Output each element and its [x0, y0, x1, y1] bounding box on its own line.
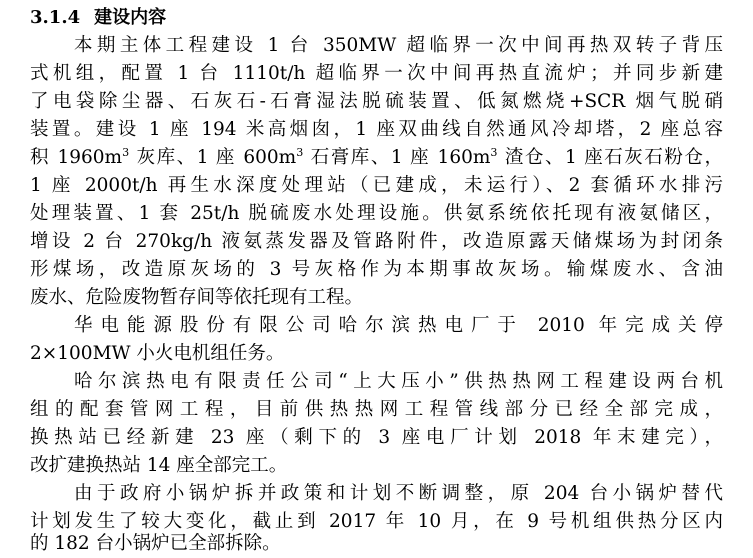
line-5-part-a: 积 1960m [30, 147, 123, 168]
paragraph-1-line-4: 装置。建设 1 座 194 米高烟囱，1 座双曲线自然通风冷却塔，2 座总容 [30, 119, 723, 140]
superscript-3c: 3 [490, 145, 498, 159]
paragraph-1-line-3: 了电袋除尘器、石灰石-石膏湿法脱硫装置、低氮燃烧+SCR 烟气脱硝 [30, 91, 723, 112]
paragraph-3-line-1: 哈尔滨热电有限责任公司“上大压小”供热热网工程建设两台机 [74, 371, 723, 392]
paragraph-2-line-1: 华电能源股份有限公司哈尔滨热电厂于 2010 年完成关停 [74, 315, 723, 336]
line-5-part-d: 渣仓、1 座石灰石粉仓， [497, 147, 723, 168]
superscript-3a: 3 [122, 145, 130, 159]
paragraph-1-line-8: 增设 2 台 270kg/h 液氨蒸发器及管路附件，改造原露天储煤场为封闭条 [30, 231, 723, 252]
paragraph-3-line-3: 换热站已经新建 23 座（剩下的 3 座电厂计划 2018 年末建完）， [30, 427, 723, 448]
line-5-part-c: 石膏库、1 座 160m [303, 147, 491, 168]
paragraph-2-line-2: 2×100MW 小火电机组任务。 [30, 343, 285, 364]
paragraph-1-line-9: 形煤场，改造原灰场的 3 号灰格作为本期事故灰场。输煤废水、含油 [30, 259, 723, 280]
paragraph-1-line-7: 处理装置、1 套 25t/h 脱硫废水处理设施。供氨系统依托现有液氨储区， [30, 203, 723, 224]
paragraph-1-line-1: 本期主体工程建设 1 台 350MW 超临界一次中间再热双转子背压 [74, 35, 723, 56]
paragraph-3-line-4: 改扩建换热站 14 座全部完工。 [30, 455, 288, 476]
paragraph-1-line-6: 1 座 2000t/h 再生水深度处理站（已建成，未运行）、2 套循环水排污 [30, 175, 723, 196]
line-5-part-b: 灰库、1 座 600m [129, 147, 297, 168]
paragraph-1-line-5 [30, 144, 723, 172]
paragraph-1-line-2: 式机组，配置 1 台 1110t/h 超临界一次中间再热直流炉；并同步新建 [30, 63, 723, 84]
paragraph-4-line-3: 的 182 台小锅炉已全部拆除。 [30, 533, 281, 554]
superscript-3b: 3 [296, 145, 304, 159]
section-number: 3.1.4 [30, 7, 81, 28]
paragraph-3-line-2: 组的配套管网工程，目前供热热网工程管线部分已经全部完成， [30, 399, 723, 420]
section-title: 建设内容 [94, 7, 167, 28]
paragraph-4-line-1: 由于政府小锅炉拆并政策和计划不断调整，原 204 台小锅炉替代 [74, 483, 723, 504]
section-heading [30, 4, 166, 32]
paragraph-4-line-2: 计划发生了较大变化，截止到 2017 年 10 月，在 9 号机组供热分区内 [30, 511, 723, 532]
paragraph-1-line-10: 废水、危险废物暂存间等依托现有工程。 [30, 287, 364, 308]
